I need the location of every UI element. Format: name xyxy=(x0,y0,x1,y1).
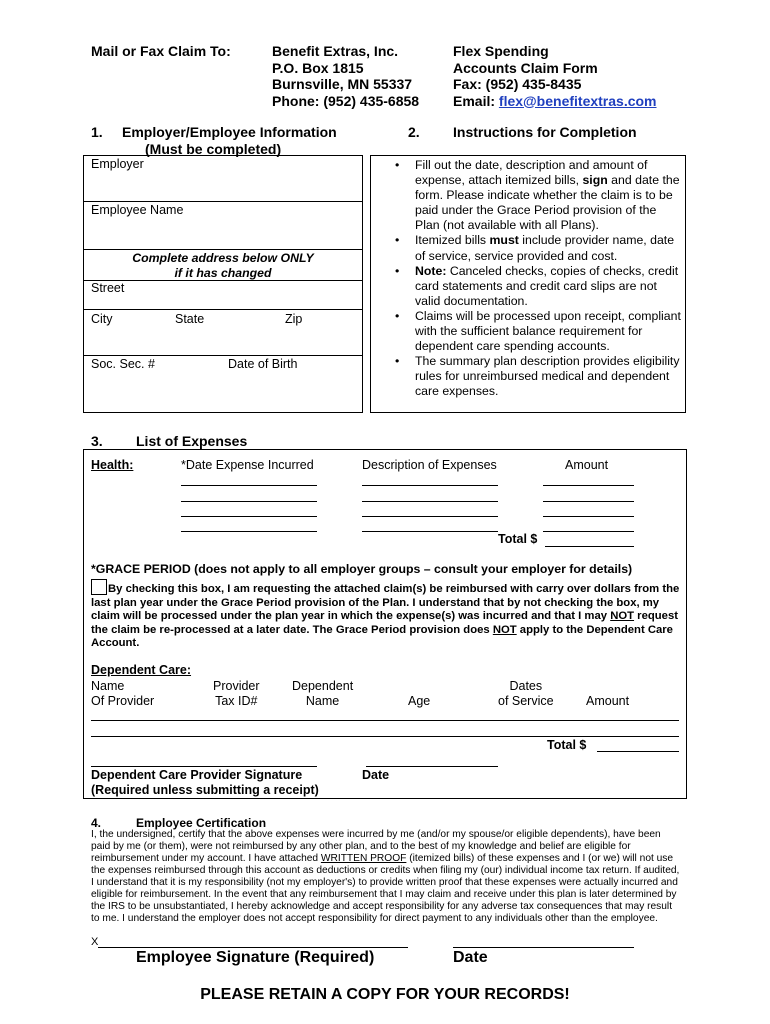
section4-title: Employee Certification xyxy=(136,816,267,830)
ssn-field[interactable]: Soc. Sec. # xyxy=(91,357,155,371)
desc-line[interactable] xyxy=(362,485,498,486)
section4-number: 4. xyxy=(91,816,102,830)
grace-period-checkbox[interactable] xyxy=(91,579,107,595)
divider xyxy=(83,201,363,202)
phone: Phone: (952) 435-6858 xyxy=(272,92,420,109)
state-field[interactable]: State xyxy=(175,312,205,326)
section3-number: 3. xyxy=(91,433,103,449)
instruction-item: • The summary plan description provides eligibility rules for unreimbursed medical and dependent care expenses. xyxy=(393,354,681,399)
email-link[interactable]: flex@benefitextras.com xyxy=(498,92,657,109)
divider xyxy=(83,249,363,250)
desc-line[interactable] xyxy=(362,531,498,532)
grace-text: By checking this box, I am requesting the attached claim(s) be reimbursed with carry over dollars from the last plan year under the Grace Period provision of the Plan. I understand that by not checking the box, my claim will be processed under the plan year in which the expense(s) was incurred and that I may NOT request the claim be re-processed at a later date. The Grace Period provision does NOT apply to the Dependent Care Account. xyxy=(91,579,681,651)
signature-x-mark: X xyxy=(91,936,99,948)
amount-line[interactable] xyxy=(543,501,634,502)
grace-title: *GRACE PERIOD (does not apply to all employer groups – consult your employer for details) xyxy=(91,562,633,576)
dc-signature-label: Dependent Care Provider Signature (Required unless submitting a receipt) xyxy=(91,768,319,797)
amount-line[interactable] xyxy=(543,531,634,532)
email-line xyxy=(453,93,657,110)
dc-total-line[interactable] xyxy=(597,751,679,752)
retain-copy-notice: PLEASE RETAIN A COPY FOR YOUR RECORDS! xyxy=(200,986,570,1003)
form-title-2: Accounts Claim Form xyxy=(453,59,598,76)
instruction-item: • Note: Canceled checks, copies of checks, credit card statements and credit card slips are not valid documentation. xyxy=(393,264,681,309)
street-field[interactable]: Street xyxy=(91,281,125,295)
date-line[interactable] xyxy=(181,531,317,532)
dc-signature-line[interactable] xyxy=(91,766,317,767)
col-desc-header: Description of Expenses xyxy=(362,458,497,472)
instruction-item: • Fill out the date, description and amount of expense, attach itemized bills, sign and date the form. Please indicate whether the claim is to be paid under the Grace Period provision of the Plan (not available with all Plans). xyxy=(393,158,681,233)
employee-info-box xyxy=(83,155,363,413)
section2-number: 2. xyxy=(408,124,420,140)
dc-col-provider: Provider Tax ID# xyxy=(213,679,260,708)
date-line[interactable] xyxy=(181,516,317,517)
dc-col-name: Name Of Provider xyxy=(91,679,155,708)
dc-date-label: Date xyxy=(362,768,390,782)
dc-entry-line[interactable] xyxy=(91,720,679,721)
health-total-line[interactable] xyxy=(545,546,634,547)
dc-entry-line[interactable] xyxy=(91,736,679,737)
health-label: Health: xyxy=(91,458,134,472)
col-date-header: *Date Expense Incurred xyxy=(181,458,314,472)
section1-title: Employer/Employee Information xyxy=(122,124,337,140)
city-field[interactable]: City xyxy=(91,312,113,326)
employee-signature-line[interactable] xyxy=(98,947,408,948)
instructions-list xyxy=(393,158,681,400)
amount-line[interactable] xyxy=(543,485,634,486)
amount-line[interactable] xyxy=(543,516,634,517)
employee-date-label: Date xyxy=(453,949,488,966)
dc-col-amount: Amount xyxy=(586,694,630,708)
city-state-zip: Burnsville, MN 55337 xyxy=(272,76,413,92)
date-line[interactable] xyxy=(181,485,317,486)
company-address xyxy=(272,43,419,109)
col-amount-header: Amount xyxy=(565,458,609,472)
divider xyxy=(83,355,363,356)
employee-date-line[interactable] xyxy=(453,947,634,948)
form-title-1: Flex Spending xyxy=(453,43,549,59)
instruction-item: • Itemized bills must include provider name, date of service, service provided and cost. xyxy=(393,233,681,263)
dob-field[interactable]: Date of Birth xyxy=(228,357,298,371)
employer-field[interactable]: Employer xyxy=(91,157,144,171)
section1-subtitle: (Must be completed) xyxy=(145,141,282,157)
section1-number: 1. xyxy=(91,124,103,140)
health-total-label: Total $ xyxy=(498,532,538,546)
employee-name-field[interactable]: Employee Name xyxy=(91,203,184,217)
form-info xyxy=(453,43,657,109)
instruction-item: • Claims will be processed upon receipt, compliant with the sufficient balance requirement for dependent care spending accounts. xyxy=(393,309,681,354)
date-line[interactable] xyxy=(181,501,317,502)
divider xyxy=(83,309,363,310)
section3-title: List of Expenses xyxy=(136,433,248,449)
po-box: P.O. Box 1815 xyxy=(272,59,364,76)
company-name: Benefit Extras, Inc. xyxy=(272,43,399,59)
section2-title: Instructions for Completion xyxy=(453,124,637,140)
employee-signature-label: Employee Signature (Required) xyxy=(136,949,375,966)
certification-text: I, the undersigned, certify that the above expenses were incurred by me (and/or my spouse/or eligible dependents), have been paid by me (or them), were not reimbursed by any other plan, and to the best of my knowledge and belief are eligible for reimbursement under my account. I have attached WRITTEN PROOF (itemized bills) of these expenses and I (or we) will not use the expenses reimbursed through this account as deductions or credits when filing my (our) individual income tax return. If audited, I understand that it is my responsibility (not my employer's) to provide written proof that these expenses were actually incurred and eligible for reimbursement. In the event that any reimbursement that I may claim and receive under this plan is later determined by the IRS to be unsubstantiated, I hereby acknowledge and accept responsibility for any adverse tax consequences that may result to me. I understand the employer does not accept responsibility for direct payment to any individuals other than the employee. xyxy=(91,829,680,925)
dc-col-age: Age xyxy=(408,694,431,708)
fax: Fax: (952) 435-8435 xyxy=(453,76,582,92)
address-note-line1: Complete address below ONLY xyxy=(132,251,314,265)
mail-to-label: Mail or Fax Claim To: xyxy=(91,43,231,59)
dc-col-dates: Dates of Service xyxy=(498,679,554,708)
address-note xyxy=(83,251,363,281)
address-note-line2: if it has changed xyxy=(174,266,272,280)
zip-field[interactable]: Zip xyxy=(285,312,303,326)
desc-line[interactable] xyxy=(362,501,498,502)
dependent-care-label: Dependent Care: xyxy=(91,663,192,677)
desc-line[interactable] xyxy=(362,516,498,517)
dc-date-line[interactable] xyxy=(366,766,498,767)
email-label: Email: xyxy=(453,92,499,109)
dc-col-dependent: Dependent Name xyxy=(292,679,354,708)
dc-total-label: Total $ xyxy=(547,738,587,752)
